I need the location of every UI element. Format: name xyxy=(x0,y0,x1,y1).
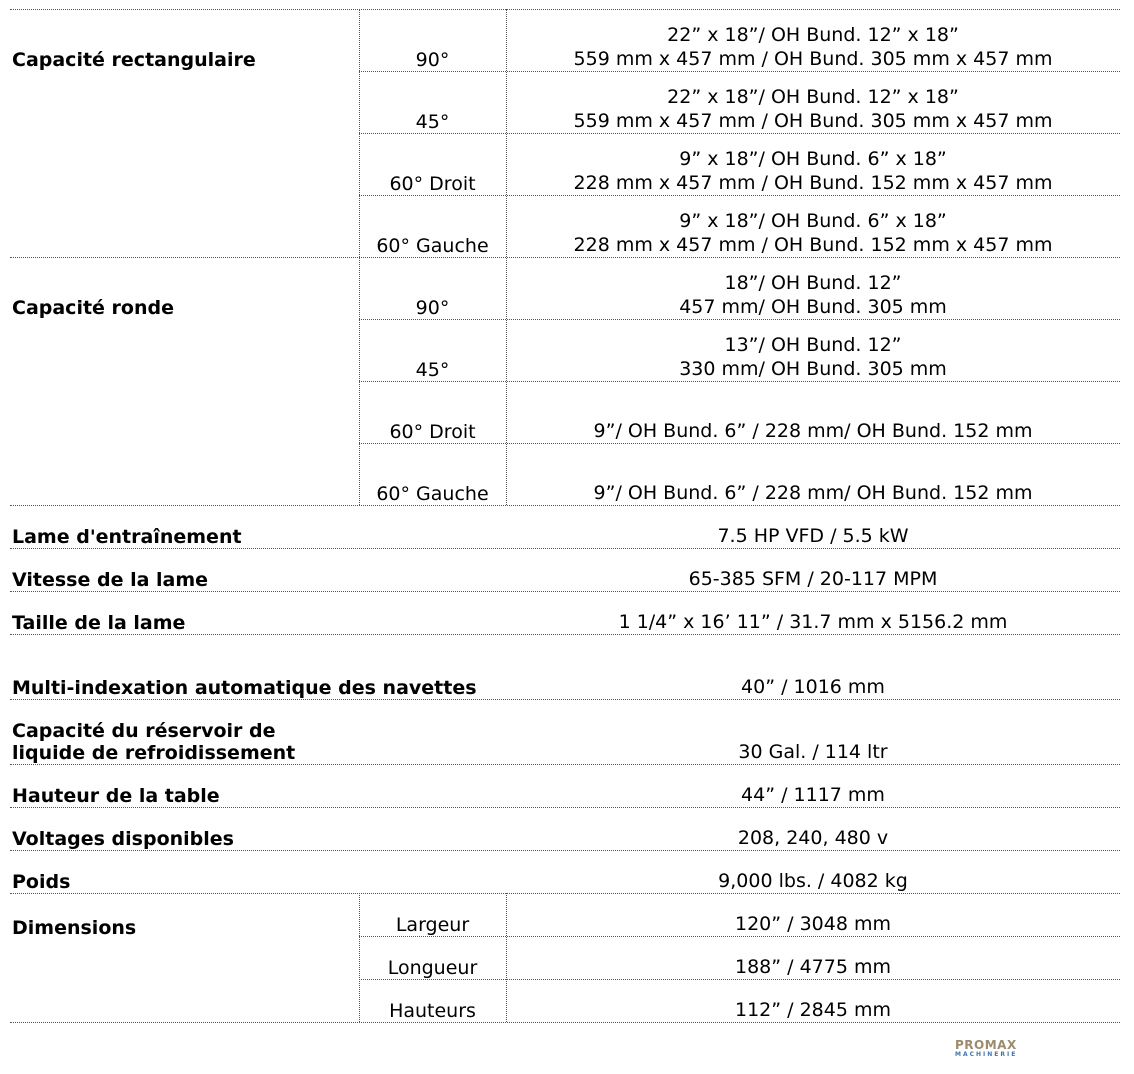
blade-drive-label: Lame d'entraînement xyxy=(12,526,242,548)
dimension-height-label: Hauteurs xyxy=(389,1000,476,1022)
rect-capacity-label: Capacité rectangulaire xyxy=(12,49,256,71)
rect-value-60-left-line2: 228 mm x 457 mm / OH Bund. 152 mm x 457 mm xyxy=(573,234,1053,256)
rule xyxy=(359,979,1120,980)
rule xyxy=(10,634,1120,635)
rule-top xyxy=(10,9,1120,10)
rect-angle-45: 45° xyxy=(415,111,450,133)
dimension-length-label: Longueur xyxy=(387,957,478,979)
rule xyxy=(359,319,1120,320)
round-angle-60-left: 60° Gauche xyxy=(376,483,489,505)
rule xyxy=(359,133,1120,134)
rect-value-45-line2: 559 mm x 457 mm / OH Bund. 305 mm x 457 mm xyxy=(573,110,1053,132)
rule-bottom xyxy=(10,1022,1120,1023)
round-angle-60-right: 60° Droit xyxy=(389,421,476,443)
rule xyxy=(10,764,1120,765)
rule xyxy=(10,548,1120,549)
dimension-width-label: Largeur xyxy=(395,914,470,936)
shuttle-indexing-label: Multi-indexation automatique des navettes xyxy=(12,677,477,699)
logo-subtitle: MACHINERIE xyxy=(955,1051,1018,1058)
rule xyxy=(10,591,1120,592)
rule xyxy=(10,807,1120,808)
rule xyxy=(359,71,1120,72)
dimension-width-value: 120” / 3048 mm xyxy=(735,913,891,935)
weight-label: Poids xyxy=(12,871,71,893)
blade-speed-value: 65-385 SFM / 20-117 MPM xyxy=(688,568,938,590)
rule xyxy=(359,443,1120,444)
round-value-45-line2: 330 mm/ OH Bund. 305 mm xyxy=(679,358,947,380)
rule xyxy=(359,381,1120,382)
voltages-value: 208, 240, 480 v xyxy=(737,827,889,849)
voltages-label: Voltages disponibles xyxy=(12,828,234,850)
blade-size-label: Taille de la lame xyxy=(12,612,186,634)
rule xyxy=(10,505,1120,506)
dimensions-label: Dimensions xyxy=(12,917,137,939)
table-height-label: Hauteur de la table xyxy=(12,785,220,807)
rect-value-60-right-line1: 9” x 18”/ OH Bund. 6” x 18” xyxy=(679,148,947,170)
rule xyxy=(10,257,1120,258)
rect-value-90-line2: 559 mm x 457 mm / OH Bund. 305 mm x 457 mm xyxy=(573,48,1053,70)
rule xyxy=(359,195,1120,196)
logo-wordmark: PROMAX xyxy=(955,1038,1017,1052)
round-value-60-right-line2: 9”/ OH Bund. 6” / 228 mm/ OH Bund. 152 mm xyxy=(593,420,1033,442)
rule xyxy=(10,893,1120,894)
rect-angle-60-left: 60° Gauche xyxy=(376,235,489,257)
shuttle-indexing-value: 40” / 1016 mm xyxy=(741,676,885,698)
coolant-capacity-label-line1: Capacité du réservoir de xyxy=(12,720,276,742)
round-angle-45: 45° xyxy=(415,359,450,381)
coolant-capacity-label-line2: liquide de refroidissement xyxy=(12,742,296,764)
round-capacity-label: Capacité ronde xyxy=(12,297,174,319)
promax-logo xyxy=(955,1039,1045,1058)
round-value-60-left-line2: 9”/ OH Bund. 6” / 228 mm/ OH Bund. 152 mm xyxy=(593,482,1033,504)
weight-value: 9,000 lbs. / 4082 kg xyxy=(718,870,908,892)
coolant-capacity-value: 30 Gal. / 114 ltr xyxy=(738,741,888,763)
rect-value-45-line1: 22” x 18”/ OH Bund. 12” x 18” xyxy=(667,86,959,108)
table-height-value: 44” / 1117 mm xyxy=(741,784,885,806)
rect-angle-90: 90° xyxy=(415,49,450,71)
dimension-length-value: 188” / 4775 mm xyxy=(735,956,891,978)
round-value-90-line1: 18”/ OH Bund. 12” xyxy=(724,272,902,294)
blade-speed-label: Vitesse de la lame xyxy=(12,569,209,591)
rect-value-60-left-line1: 9” x 18”/ OH Bund. 6” x 18” xyxy=(679,210,947,232)
rect-value-90-line1: 22” x 18”/ OH Bund. 12” x 18” xyxy=(667,24,959,46)
rect-value-60-right-line2: 228 mm x 457 mm / OH Bund. 152 mm x 457 mm xyxy=(573,172,1053,194)
blade-drive-value: 7.5 HP VFD / 5.5 kW xyxy=(717,525,909,547)
round-value-45-line1: 13”/ OH Bund. 12” xyxy=(724,334,902,356)
dimension-height-value: 112” / 2845 mm xyxy=(735,999,891,1021)
blade-size-value: 1 1/4” x 16’ 11” / 31.7 mm x 5156.2 mm xyxy=(618,611,1008,633)
round-value-90-line2: 457 mm/ OH Bund. 305 mm xyxy=(679,296,947,318)
rule xyxy=(10,850,1120,851)
rule xyxy=(10,699,1120,700)
rect-angle-60-right: 60° Droit xyxy=(389,173,476,195)
rule xyxy=(359,936,1120,937)
round-angle-90: 90° xyxy=(415,297,450,319)
